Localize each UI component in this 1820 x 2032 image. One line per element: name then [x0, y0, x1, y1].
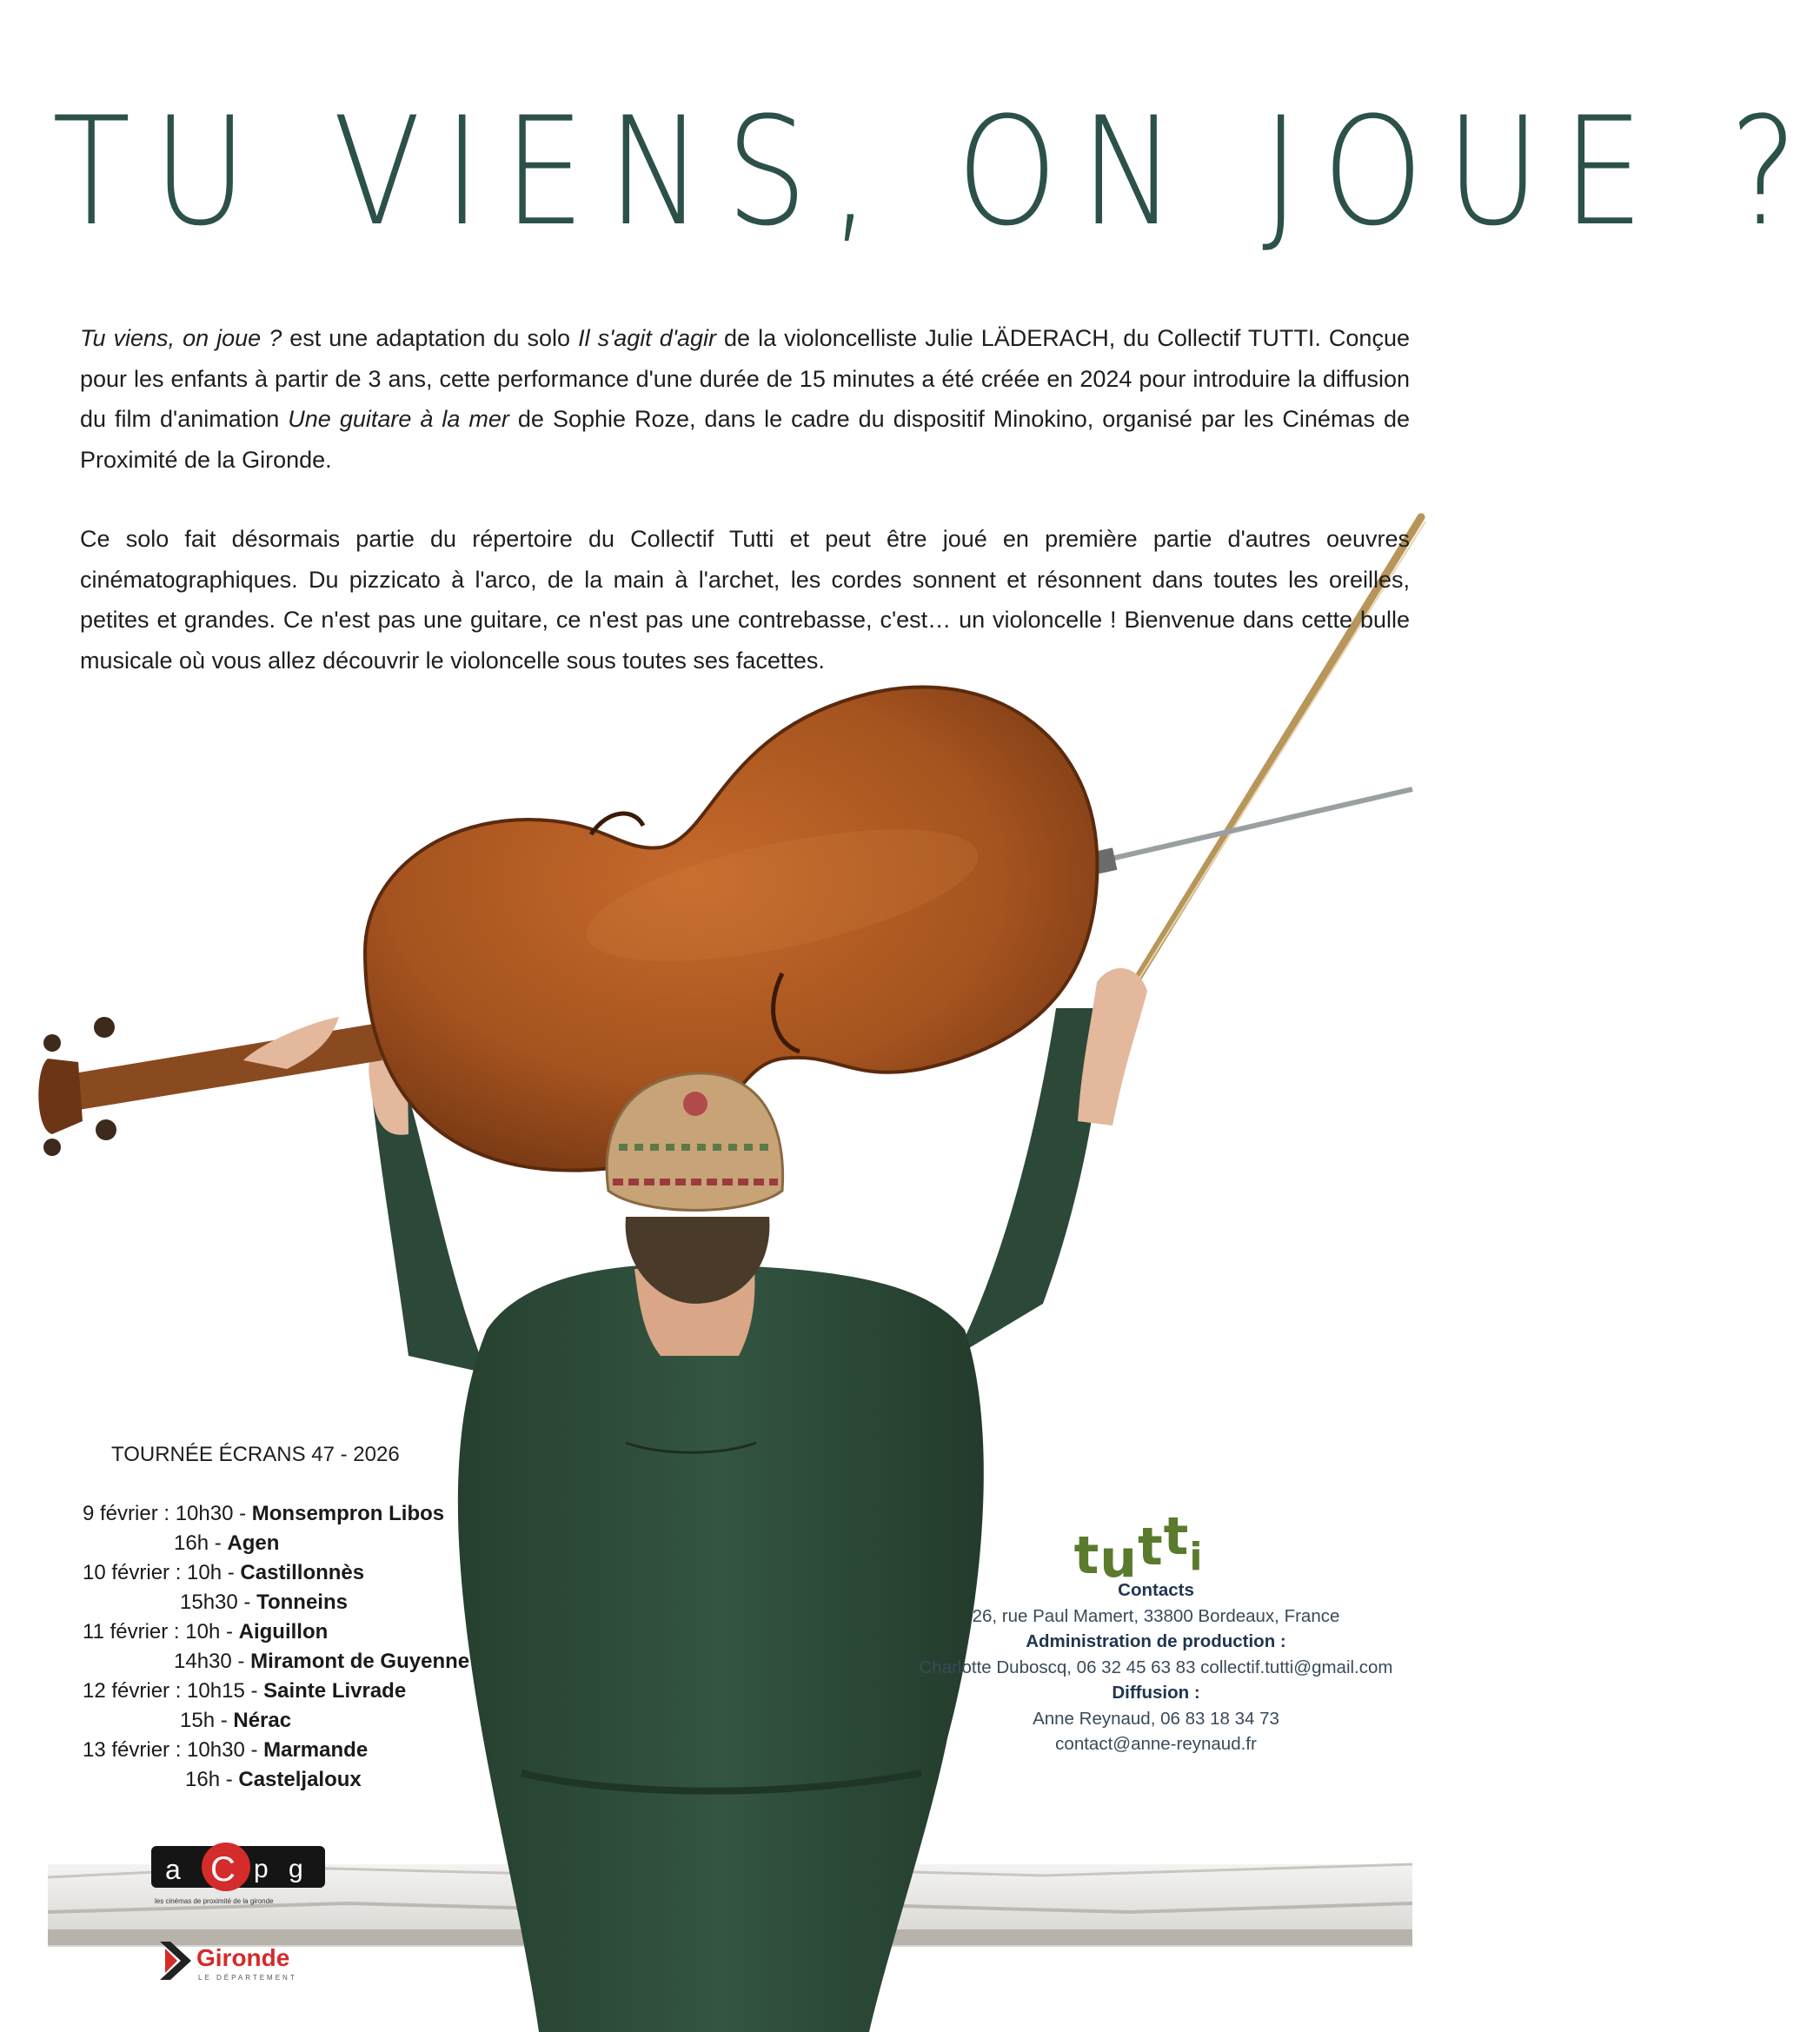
- gironde-subtitle: LE DÉPARTEMENT: [198, 1974, 297, 1982]
- contact-block: [904, 1506, 1408, 1757]
- acpg-tagline: les cinémas de proximité de la gironde: [155, 1897, 274, 1905]
- tour-date-row: 11 février : 10h - Aiguillon: [83, 1620, 329, 1644]
- tour-date-row: 15h30 - Tonneins: [180, 1590, 348, 1614]
- cello-neck: [38, 1017, 382, 1156]
- tour-date-row: 10 février : 10h - Castillonnès: [83, 1561, 365, 1584]
- admin-contact[interactable]: Charlotte Duboscq, 06 32 45 63 83 collectif.tutti@gmail.com: [919, 1657, 1393, 1677]
- intro-text-1: est une adaptation du solo: [282, 325, 579, 351]
- tour-date-row: 14h30 - Miramont de Guyenne: [174, 1650, 470, 1673]
- intro-text-2: de la violoncelliste Julie LÄDERACH, du Collectif TUTTI. Conçue pour les enfants à partir de 3 ans, cette performance d'une durée de 15 minutes a été créée en 2024 pour introduire la diffusion du film d'animation: [80, 325, 1410, 432]
- diffusion-contact: Anne Reynaud, 06 83 18 34 73: [1033, 1708, 1279, 1729]
- cello-player-illustration: [0, 521, 1438, 2032]
- tour-date-row: 13 février : 10h30 - Marmande: [83, 1738, 369, 1762]
- intro-italic-solo: Il s'agit d'agir: [578, 325, 716, 351]
- admin-label: Administration de production :: [1026, 1631, 1286, 1651]
- tour-date-row: 9 février : 10h30 - Monsempron Libos: [83, 1502, 445, 1525]
- intro-italic-title: Tu viens, on joue ?: [80, 325, 282, 351]
- acpg-letter: a: [165, 1854, 181, 1885]
- contact-address: 26, rue Paul Mamert, 33800 Bordeaux, France: [972, 1605, 1340, 1626]
- acpg-logo: [149, 1843, 341, 1912]
- tour-date-row: 16h - Casteljaloux: [185, 1768, 362, 1791]
- diffusion-email[interactable]: contact@anne-reynaud.fr: [1055, 1734, 1257, 1754]
- description-paragraph: Ce solo fait désormais partie du répertoire du Collectif Tutti et peut être joué en première partie d'autres oeuvres cinématographiques. Du pizzicato à l'arco, de la main à l'archet, les cordes sonnent et résonnent dans toutes les oreilles, petites et grandes. Ce n'est pas une guitare, ce n'est pas une contrebasse, c'est… un violoncelle ! Bienvenue dans cette bulle musicale où vous allez découvrir le violoncelle sous toutes ses facettes.: [80, 526, 1410, 674]
- acpg-letter: C: [210, 1850, 236, 1889]
- gironde-logo: [158, 1936, 332, 1989]
- acpg-letter: p: [254, 1855, 269, 1883]
- contacts-heading: Contacts: [1118, 1580, 1194, 1600]
- intro-italic-film: Une guitare à la mer: [288, 406, 509, 432]
- tour-date-row: 15h - Nérac: [180, 1709, 292, 1732]
- tour-date-row: 16h - Agen: [174, 1531, 280, 1555]
- tour-date-row: 12 février : 10h15 - Sainte Livrade: [83, 1679, 407, 1703]
- acpg-letter: g: [289, 1855, 303, 1883]
- diffusion-label: Diffusion :: [1112, 1683, 1200, 1703]
- intro-paragraph: [80, 318, 1410, 480]
- tutti-logo: tutti: [1073, 1506, 1204, 1590]
- poster-title: TU VIENS, ON JOUE ?: [52, 84, 1820, 259]
- tour-title: TOURNÉE ÉCRANS 47 - 2026: [111, 1443, 400, 1466]
- gironde-name: Gironde: [196, 1944, 290, 1971]
- intro-text-3: de Sophie Roze, dans le cadre du dispositif Minokino, organisé par les Cinémas de Proximité de la Gironde.: [80, 406, 1410, 473]
